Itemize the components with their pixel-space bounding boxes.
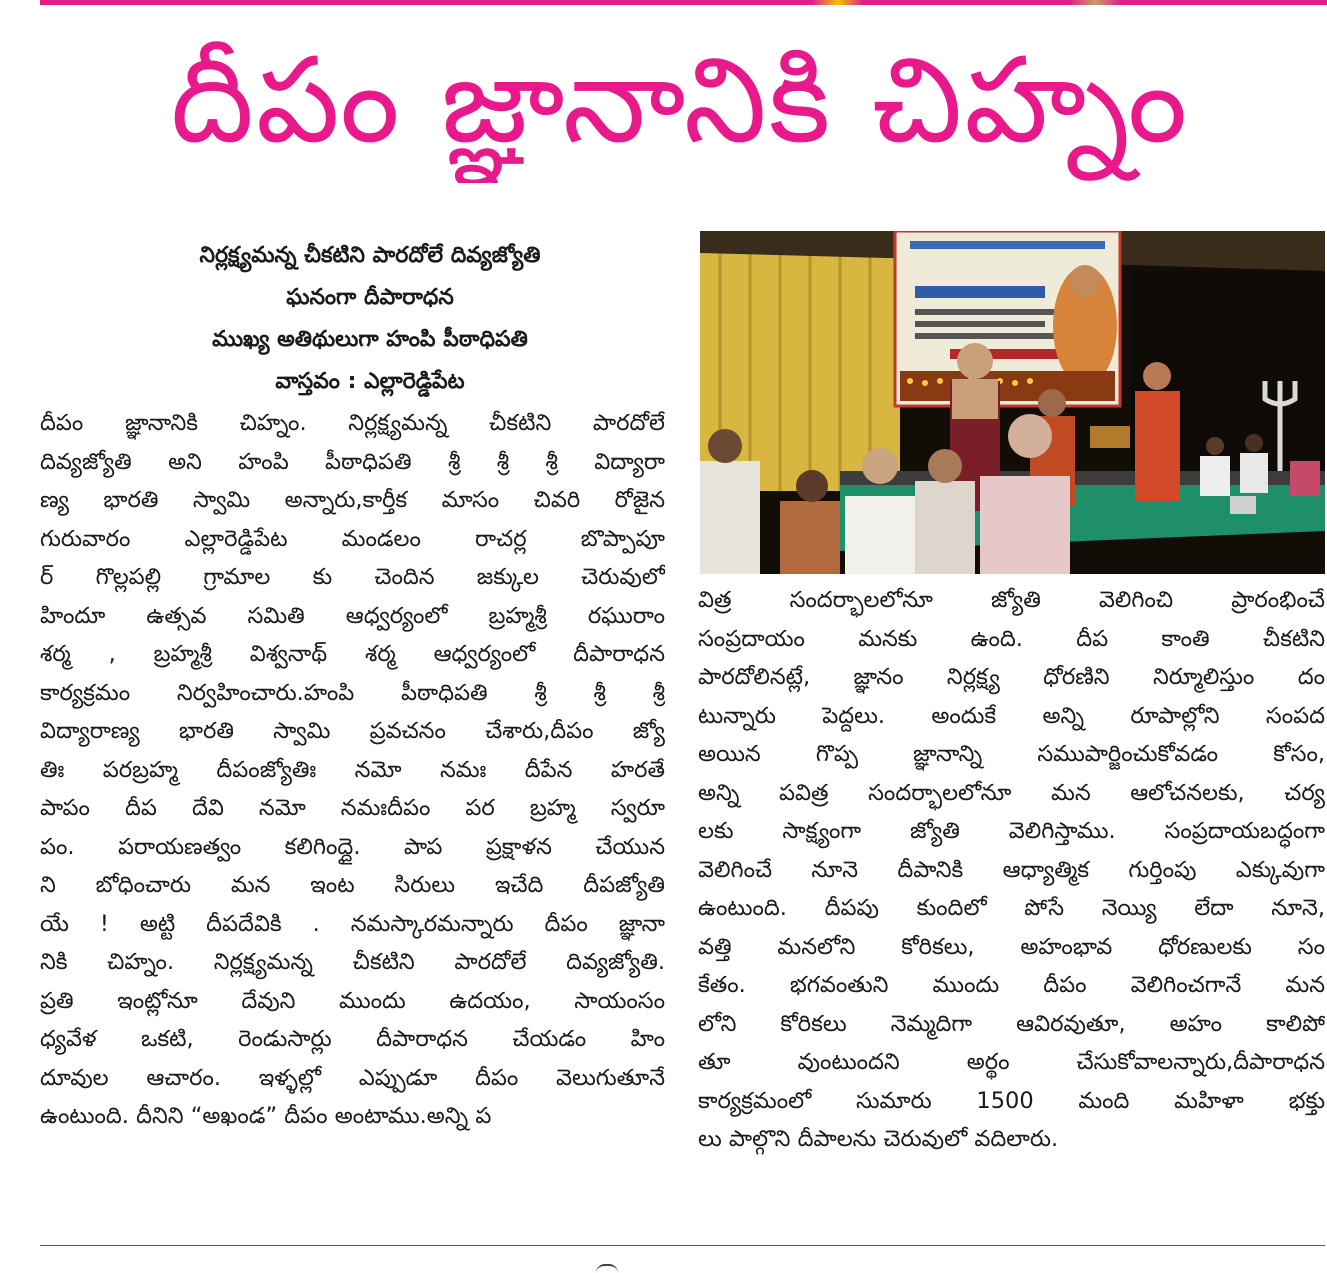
col2-line-1: విత్ర సందర్భాలలోనూ జ్యోతి వెలిగించి ప్రారంభించే [698, 587, 1325, 613]
col2-line-13: తూ వుంటుందని అర్థం చేసుకోవాలన్నారు,దీపారాధన [698, 1049, 1325, 1075]
col2-line-15: లు పాల్గొని దీపాలను చెరువులో వదిలారు. [698, 1126, 1059, 1152]
col2-line-4: టున్నారు పెద్దలు. అందుకే అన్ని రూపాల్లోని సంపద [698, 702, 1325, 729]
col1-line-4: గురువారం ఎల్లారెడ్డిపేట మండలం రాచర్ల బొప్పాపూ [40, 525, 665, 552]
bottom-divider [40, 1245, 1325, 1246]
col1-line-11: పాపం దీప దేవి నమో నమఃదీపం పర బ్రహ్మ స్వరూ [40, 795, 665, 821]
article-column-2 [698, 581, 1325, 1159]
col2-line-6: అన్ని పవిత్ర సందర్భాలలోనూ మన ఆలోచనలకు, చర్య [698, 779, 1325, 806]
col1-line-17: ధ్యవేళ ఒకటి, రెండుసార్లు దీపారాధన చేయడం హిం [40, 1026, 665, 1052]
col1-line-1: దీపం జ్ఞానానికి చిహ్నం. నిర్లక్ష్యమన్న చీకటిని పారదోలే [40, 410, 665, 436]
col1-line-10: తిః పరబ్రహ్మ దీపంజ్యోతిః నమో నమః దీపేన హరతే [40, 756, 665, 783]
col2-line-5: అయిన గొప్ప జ్ఞానాన్ని సముపార్జించుకోవడం కోసం, [698, 741, 1325, 767]
col2-line-12: లోని కోరికలు నెమ్మదిగా ఆవిరవుతూ, అహం కాలిపో [698, 1010, 1325, 1037]
event-photo [700, 231, 1325, 574]
col1-line-9: విద్యారాణ్య భారతి స్వామి ప్రవచనం చేశారు,దీపం జ్యో [40, 718, 665, 744]
col2-line-11: కేతం. భగవంతుని ముందు దీపం వెలిగించగానే మన [698, 972, 1325, 998]
col2-line-8: వెలిగించే నూనె దీపానికి ఆధ్యాత్మిక గుర్తింపు ఎక్కువుగా [698, 856, 1325, 883]
col2-line-9: ఉంటుంది. దీపపు కుందిలో పోసే నెయ్యి లేదా నూనె, [698, 895, 1325, 921]
subhead-2: ఘనంగా దీపారాధన [286, 285, 454, 310]
article-column-1 [40, 404, 665, 1136]
col1-line-14: యే ! అట్టి దీపదేవికి . నమస్కారమన్నారు దీపం జ్ఞానా [40, 910, 665, 937]
col1-line-6: హిందూ ఉత్సవ సమితి ఆధ్వర్యంలో బ్రహ్మశ్రీ రఘురాం [40, 602, 665, 629]
col1-line-13: ని బోధించారు మన ఇంట సిరులు ఇచేది దీపజ్యోతి [40, 872, 665, 898]
col2-line-7: లకు సాక్ష్యంగా జ్యోతి వెలిగిస్తాము. సంప్రదాయబద్ధంగా [698, 818, 1325, 844]
col2-line-10: వత్తి మనలోని కోరికలు, అహంభావ ధోరణులకు సం [698, 933, 1325, 960]
col1-line-7: శర్మ , బ్రహ్మశ్రీ విశ్వనాథ్ శర్మ ఆధ్వర్యంలో దీపారాధన [40, 641, 665, 667]
col1-line-3: ణ్య భారతి స్వామి అన్నారు,కార్తీక మాసం చివరి రోజైన [40, 487, 665, 513]
col2-line-2: సంప్రదాయం మనకు ఉంది. దీప కాంతి చీకటిని [698, 625, 1325, 652]
col1-line-8: కార్యక్రమం నిర్వహించారు.హంపి పీఠాధిపతి శ్రీ శ్రీ శ్రీ [40, 679, 665, 706]
col1-line-2: దివ్యజ్యోతి అని హంపి పీఠాధిపతి శ్రీ శ్రీ శ్రీ విద్యారా [40, 448, 665, 475]
col2-line-14: కార్యక్రమంలో సుమారు 1500 మంది మహిళా భక్తు [698, 1087, 1325, 1114]
page-footer-mark [596, 1264, 618, 1273]
col1-line-15: నికి చిహ్నం. నిర్లక్ష్యమన్న చీకటిని పారదోలే దివ్యజ్యోతి. [40, 949, 665, 975]
col1-line-12: పం. పరాయణత్వం కలిగింద్దై. పాప ప్రక్షాళన చేయున [40, 833, 665, 860]
col1-line-18: దూవుల ఆచారం. ఇళ్ళల్లో ఎప్పుడూ దీపం వెలుగుతూనే [40, 1064, 665, 1091]
subheads-block [40, 235, 700, 403]
col1-line-19: ఉంటుంది. దీనిని “అఖండ” దీపం అంటాము.అన్ని ప [40, 1103, 492, 1129]
subhead-3: ముఖ్య అతిథులుగా హంపి పీఠాధిపతి [212, 327, 528, 352]
subhead-1: నిర్లక్ష్యమన్న చీకటిని పారదోలే దివ్యజ్యోతి [199, 243, 541, 268]
headline: దీపం జ్ఞానానికి చిహ్నం [170, 31, 1190, 169]
dateline: వాస్తవం : ఎల్లారెడ్డిపేట [275, 369, 465, 394]
top-color-strip [40, 0, 1327, 5]
col1-line-16: ప్రతి ఇంట్లోనూ దేవుని ముందు ఉదయం, సాయంసం [40, 987, 665, 1014]
col2-line-3: పారదోలినట్లే, జ్ఞానం నిర్లక్ష్య ధోరణిని నిర్మూలిస్తుం దం [698, 664, 1325, 690]
col1-line-5: ర్ గొల్లపల్లి గ్రామాల కు చెందిన జక్కుల చెరువులో [40, 564, 665, 590]
